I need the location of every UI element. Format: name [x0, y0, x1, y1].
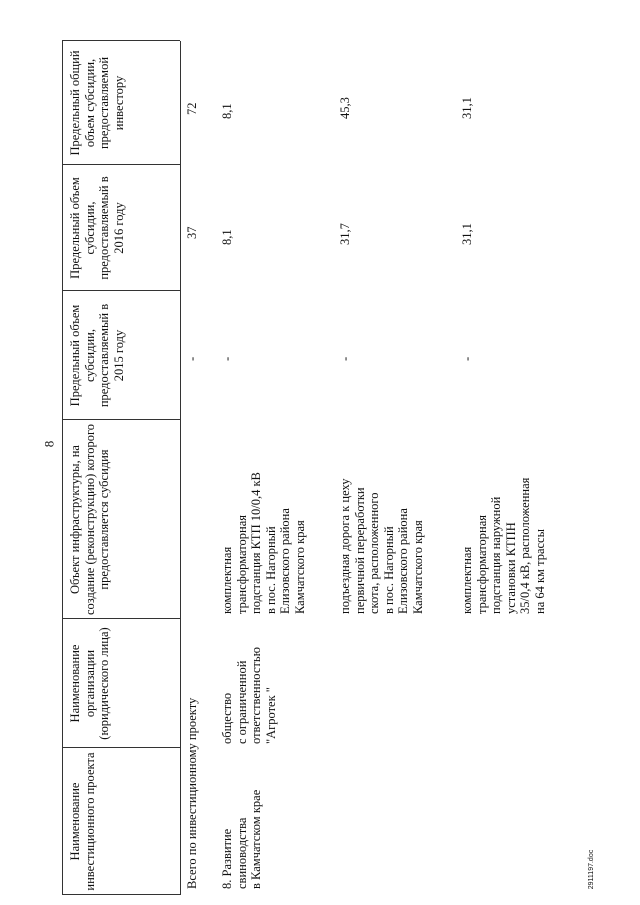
header-subsidy-total: Предельный общий объем субсидии, предоставляемой инвестору — [68, 50, 126, 156]
table-row-total: 8,1 — [220, 103, 234, 119]
table-row-total: 45,3 — [338, 97, 352, 119]
table-row-2015: - — [460, 356, 474, 361]
project-name: 8. Развитие свиноводства в Камчатском крае — [220, 789, 263, 889]
total-row-total: 72 — [185, 102, 199, 115]
header-subsidy-2015: Предельный объем субсидии, предоставляемый в 2015 году — [68, 303, 126, 408]
total-row-2015: - — [185, 356, 199, 361]
footer-filename: 2911197.doc — [588, 849, 596, 890]
table-row-object: подъездная дорога к цеху первичной переработки скота, расположенного в пос. Нагорный Елизовского района Камчатского края — [338, 478, 425, 614]
total-row-2016: 37 — [185, 226, 199, 239]
table-row-object: комплектная трансформаторная подстанция наружной установки КТПН 35/0,4 кВ, расположенная на 64 км трассы — [460, 477, 547, 614]
table-row-2016: 31,1 — [460, 223, 474, 245]
header-infrastructure-object: Объект инфраструктуры, на создание (реконструкцию) которого предоставляется субсидия — [68, 423, 111, 616]
table-row-2016: 31,7 — [338, 223, 352, 245]
subsidy-table — [62, 41, 572, 895]
table-row-2015: - — [220, 356, 234, 361]
header-subsidy-2016: Предельный объем субсидии, предоставляемый в 2016 году — [68, 176, 126, 280]
page-number: 8 — [41, 440, 57, 448]
header-organization: Наименование организации (юридического лица) — [68, 627, 111, 740]
table-row-object: комплектная трансформаторная подстанция КТП 10/0,4 кВ в пос. Нагорный Елизовского района Камчатского края — [220, 472, 307, 614]
table-row-2016: 8,1 — [220, 229, 234, 245]
table-row-total: 31,1 — [460, 97, 474, 119]
total-row-label: Всего по инвестиционному проекту — [185, 697, 199, 889]
rotated-table-page — [62, 41, 572, 895]
table-row-2015: - — [338, 356, 352, 361]
header-project-name: Наименование инвестиционного проекта — [68, 752, 97, 891]
organization-name: общество с ограниченной ответственностью "Агротек " — [220, 647, 278, 744]
